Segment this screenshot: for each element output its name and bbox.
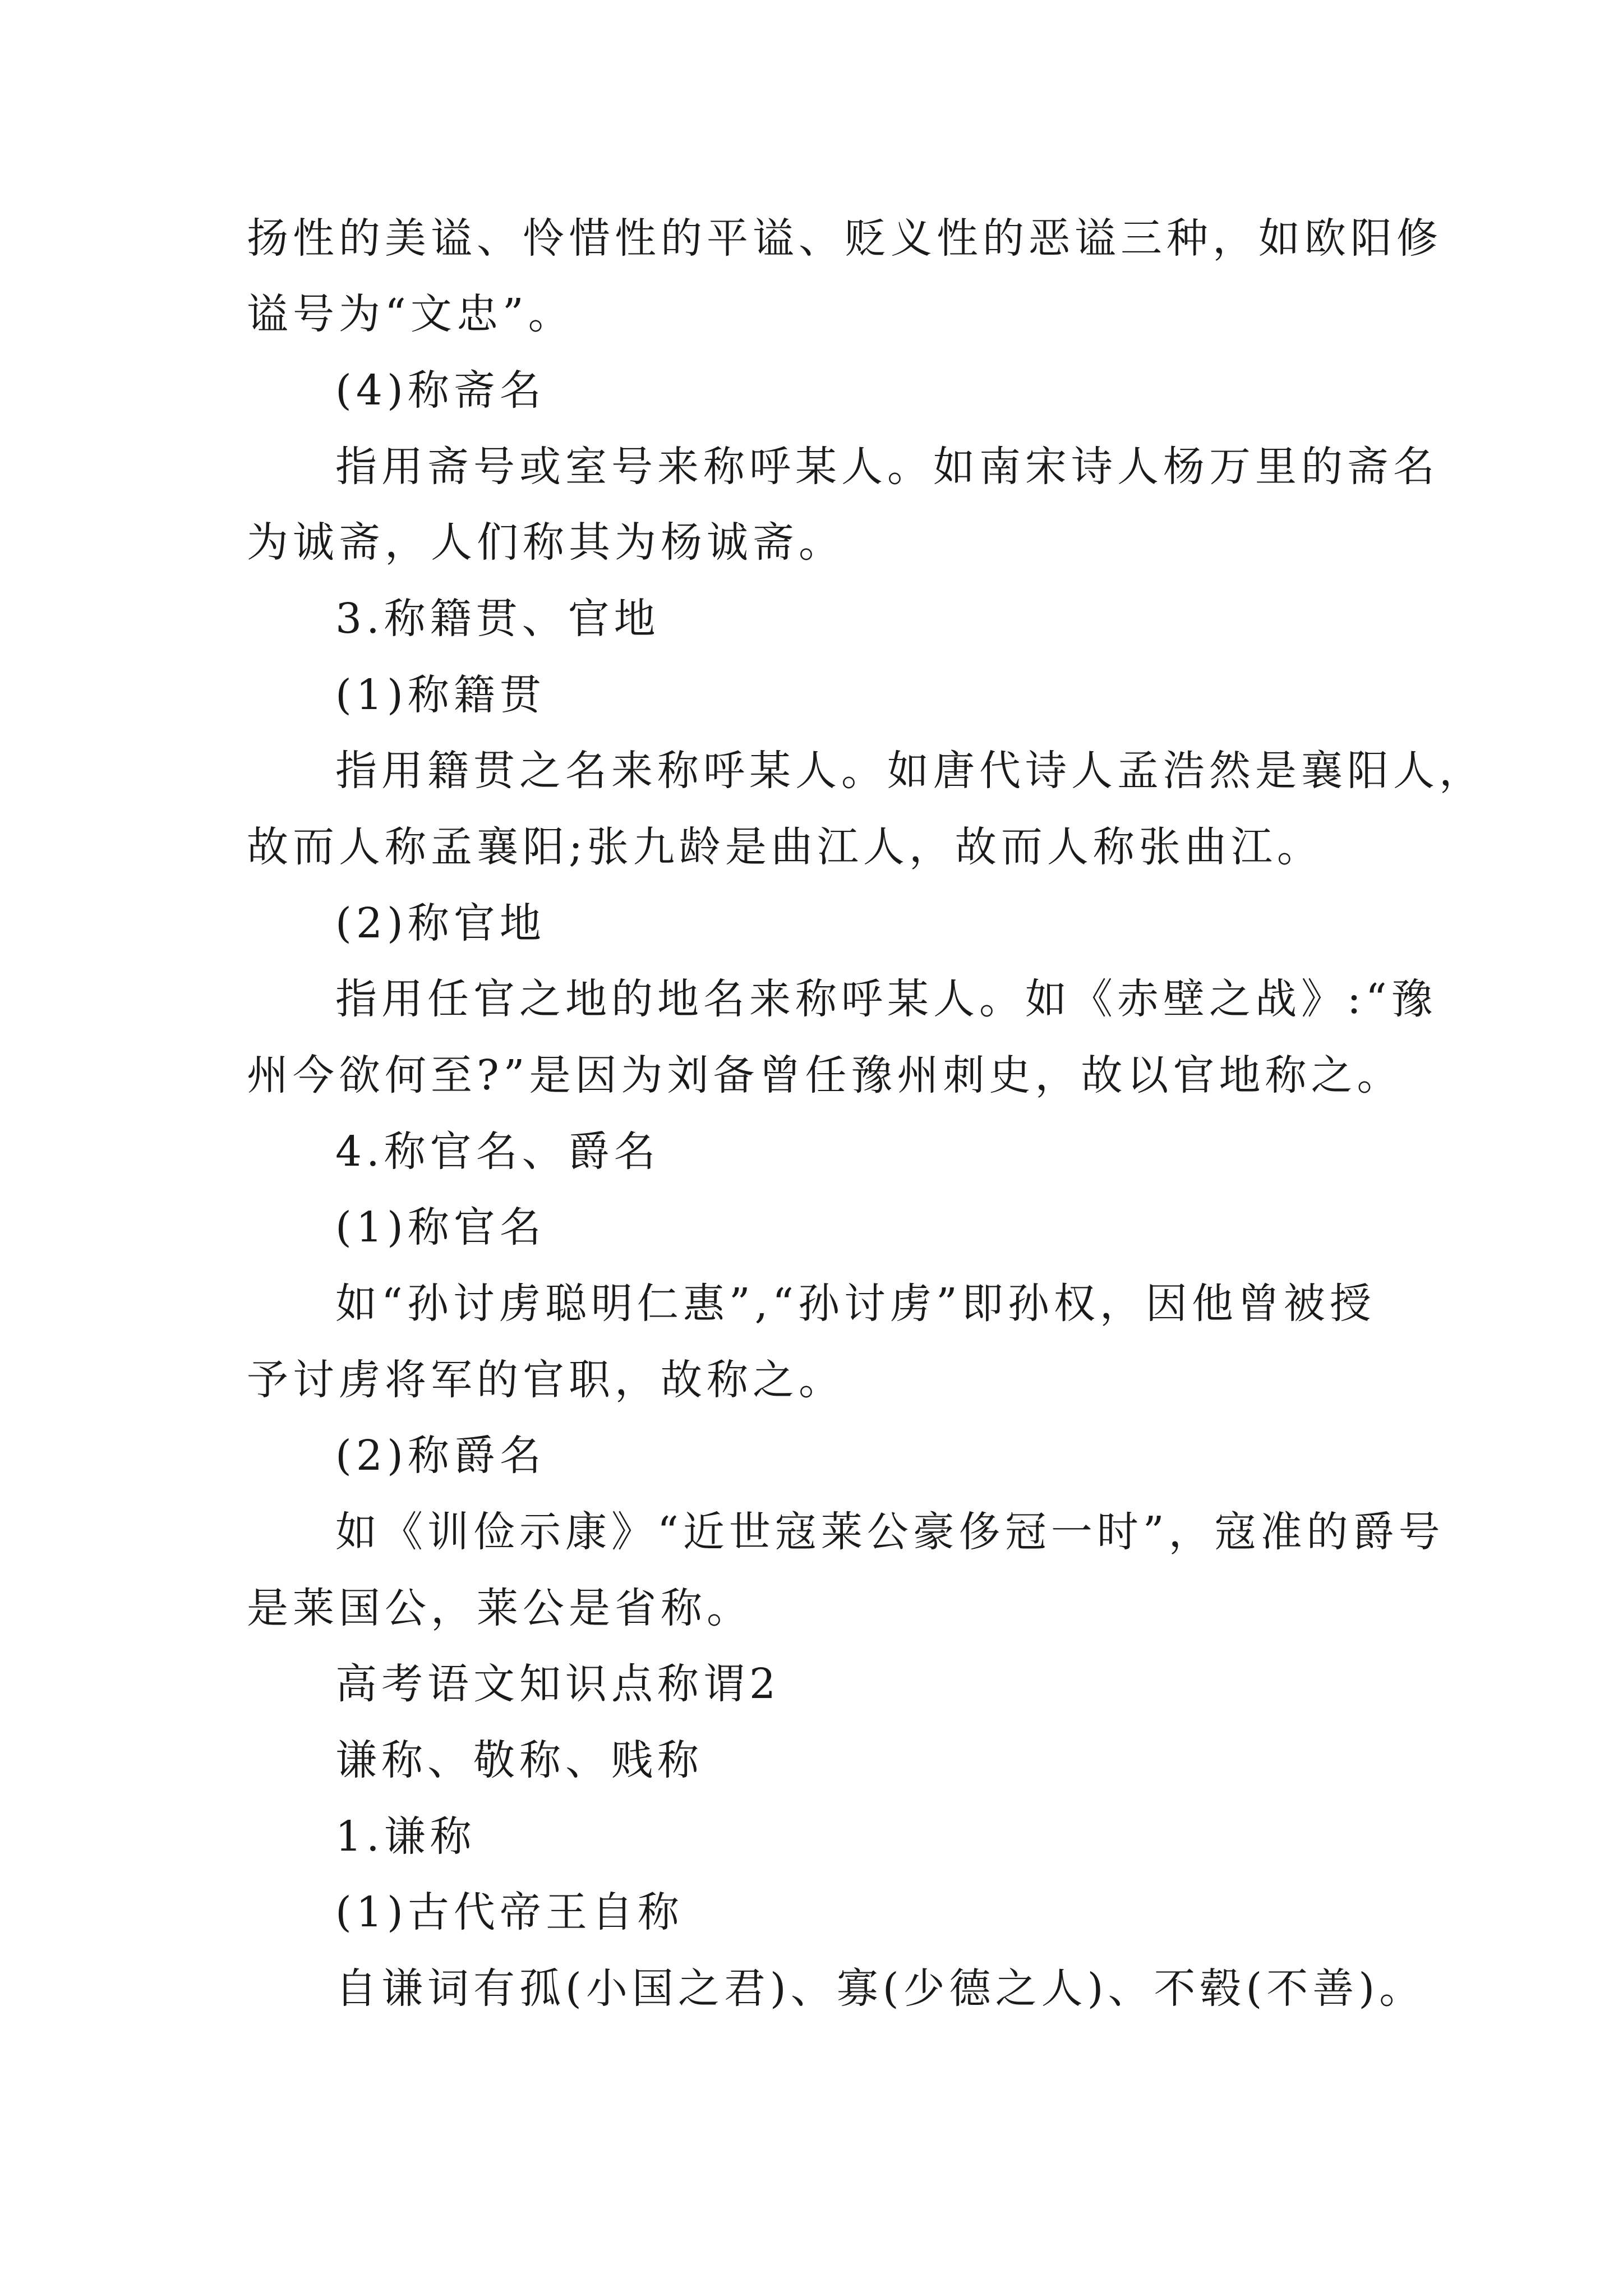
section-heading: 1.谦称 bbox=[335, 1812, 476, 1861]
section-heading: (2)称官地 bbox=[335, 899, 546, 947]
paragraph-line: 谥号为“文忠”。 bbox=[247, 290, 574, 338]
paragraph-line: 指用任官之地的地名来称呼某人。如《赤壁之战》:“豫 bbox=[335, 975, 1437, 1023]
paragraph-line: 是莱国公，莱公是省称。 bbox=[247, 1584, 753, 1632]
section-heading: (1)称籍贯 bbox=[335, 671, 546, 719]
paragraph-line: 如“孙讨虏聪明仁惠”,“孙讨虏”即孙权，因他曾被授 bbox=[335, 1280, 1376, 1328]
section-heading: 高考语文知识点称谓2 bbox=[335, 1660, 781, 1708]
paragraph-line: 为诚斋，人们称其为杨诚斋。 bbox=[247, 518, 845, 567]
paragraph-line: 指用斋号或室号来称呼某人。如南宋诗人杨万里的斋名 bbox=[335, 443, 1439, 491]
paragraph-line: 予讨虏将军的官职，故称之。 bbox=[247, 1356, 845, 1404]
section-heading: 3.称籍贯、官地 bbox=[335, 595, 660, 643]
paragraph-line: 如《训俭示康》“近世寇莱公豪侈冠一时”，寇准的爵号 bbox=[335, 1508, 1445, 1556]
section-heading: (1)古代帝王自称 bbox=[335, 1888, 684, 1936]
paragraph-line: 州今欲何至?”是因为刘备曾任豫州刺史，故以官地称之。 bbox=[247, 1051, 1403, 1099]
section-heading: 谦称、敬称、贱称 bbox=[335, 1736, 703, 1784]
paragraph-line: 扬性的美谥、怜惜性的平谥、贬义性的恶谥三种，如欧阳修 bbox=[247, 214, 1442, 263]
section-heading: (2)称爵名 bbox=[335, 1432, 546, 1480]
paragraph-line: 自谦词有孤(小国之君)、寡(少德之人)、不毂(不善)。 bbox=[335, 1964, 1426, 2013]
section-heading: 4.称官名、爵名 bbox=[335, 1128, 660, 1176]
section-heading: (4)称斋名 bbox=[335, 366, 546, 415]
paragraph-line: 指用籍贯之名来称呼某人。如唐代诗人孟浩然是襄阳人， bbox=[335, 747, 1485, 795]
paragraph-line: 故而人称孟襄阳;张九龄是曲江人，故而人称张曲江。 bbox=[247, 823, 1323, 871]
section-heading: (1)称官名 bbox=[335, 1203, 546, 1251]
